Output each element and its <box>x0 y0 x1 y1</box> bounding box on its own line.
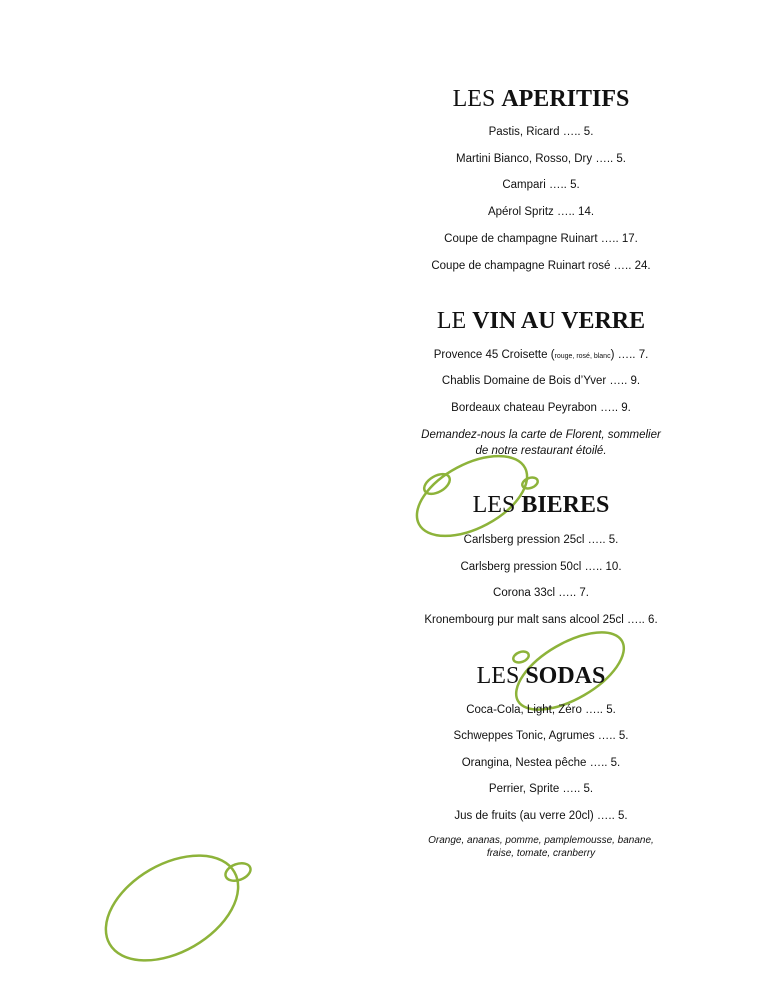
menu-item: Pastis, Ricard ….. 5. <box>488 126 594 138</box>
menu-item-provence: Provence 45 Croisette (rouge, rosé, blanc) ….. 7. <box>433 349 649 361</box>
section-title-sodas: LES SODAS <box>476 663 606 689</box>
menu-item: Schweppes Tonic, Agrumes ….. 5. <box>453 730 629 742</box>
menu-item: Martini Bianco, Rosso, Dry ….. 5. <box>456 153 626 165</box>
ellipse-bottom-large <box>88 834 257 982</box>
menu-item: Carlsberg pression 50cl ….. 10. <box>460 561 622 573</box>
section-title-vin: LE VIN AU VERRE <box>436 308 646 334</box>
menu-item: Bordeaux chateau Peyrabon ….. 9. <box>451 402 631 414</box>
juice-flavors-line1: Orange, ananas, pomme, pamplemousse, banane, <box>428 835 654 846</box>
menu-item: Campari ….. 5. <box>502 179 580 191</box>
section-title-bieres: LES BIERES <box>472 492 610 518</box>
menu-item: Chablis Domaine de Bois d’Yver ….. 9. <box>441 375 641 387</box>
sommelier-note-line2: de notre restaurant étoilé. <box>475 445 607 457</box>
menu-item: Carlsberg pression 25cl ….. 5. <box>463 534 619 546</box>
menu-item: Coupe de champagne Ruinart ….. 17. <box>444 233 638 245</box>
menu-item: Apérol Spritz ….. 14. <box>487 206 595 218</box>
menu-item: Coca-Cola, Light, Zéro ….. 5. <box>466 704 616 716</box>
juice-flavors-line2: fraise, tomate, cranberry <box>486 848 596 859</box>
ellipse-bieres-small-top <box>521 476 539 491</box>
menu-item: Perrier, Sprite ….. 5. <box>488 783 594 795</box>
menu-item: Coupe de champagne Ruinart rosé ….. 24. <box>431 260 651 272</box>
ellipse-bottom-small <box>223 860 253 884</box>
menu-item: Kronembourg pur malt sans alcool 25cl ….. 6. <box>424 614 658 626</box>
menu-item: Orangina, Nestea pêche ….. 5. <box>461 757 621 769</box>
menu-item: Jus de fruits (au verre 20cl) ….. 5. <box>454 810 628 822</box>
sommelier-note-line1: Demandez-nous la carte de Florent, sommelier <box>421 429 661 441</box>
section-title-aperitifs: LES APERITIFS <box>452 86 630 112</box>
menu-item: Corona 33cl ….. 7. <box>493 587 589 599</box>
